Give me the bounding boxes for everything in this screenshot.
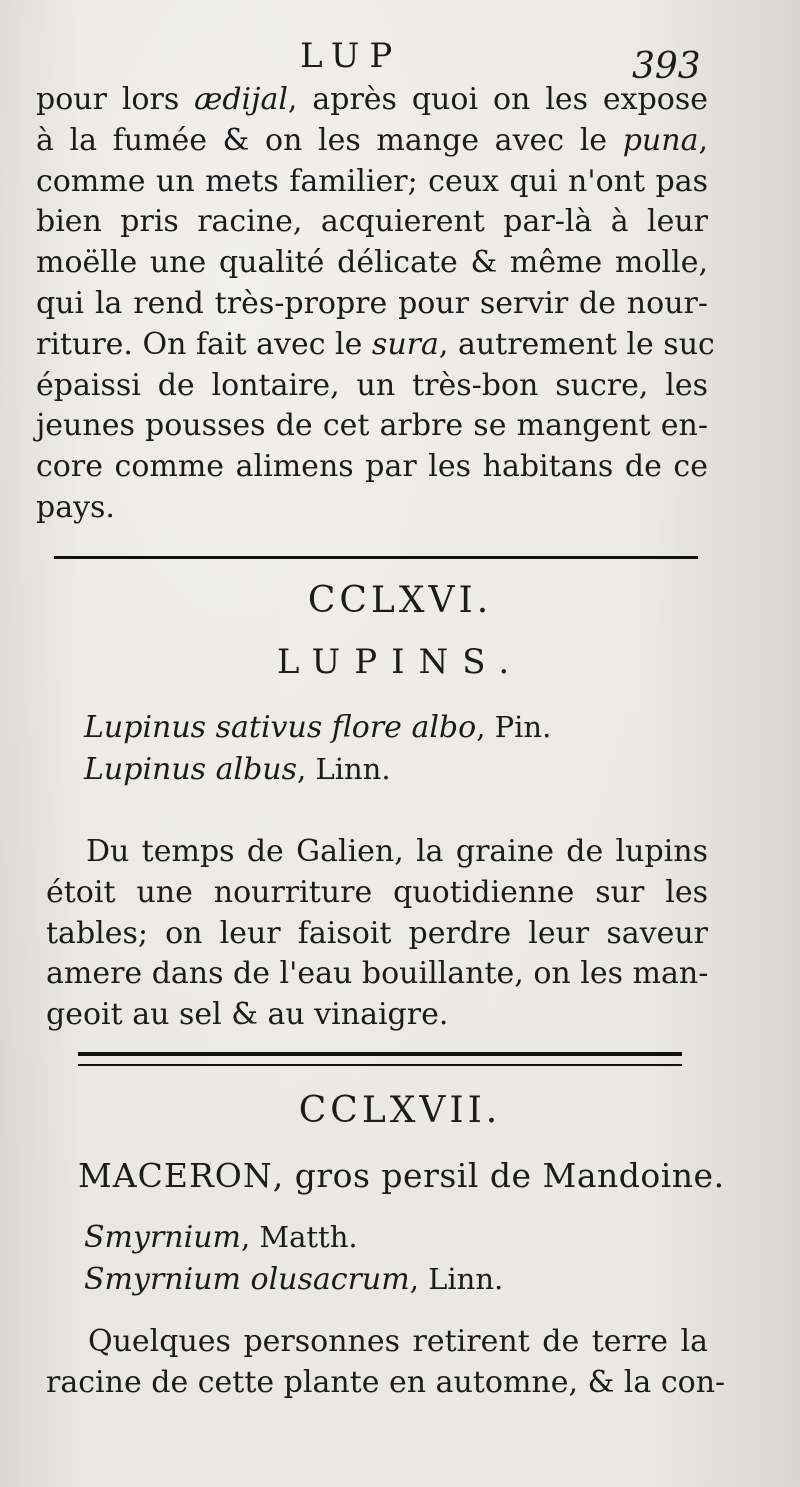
text-line: amere dans de l'eau bouillante, on les man- — [46, 956, 709, 992]
entry-266-number: CCLXVI. — [307, 580, 493, 621]
running-head: LUP — [300, 36, 403, 76]
entry-266-body — [46, 832, 708, 1036]
entry-267-title-rest: , gros persil de Mandoine. — [272, 1156, 725, 1195]
text-line: qui la rend très-propre pour servir de nour- — [36, 285, 708, 321]
latin-name: Smyrnium olusacrum — [84, 1262, 410, 1297]
text-line: étoit une nourriture quotidienne sur les — [46, 874, 708, 910]
text-line: bien pris racine, acquierent par-là à leur — [36, 204, 708, 240]
entry-267-number: CCLXVII. — [298, 1090, 502, 1131]
page-number: 393 — [632, 46, 701, 87]
italic-term: ædijal — [194, 82, 288, 117]
page-header — [0, 36, 800, 87]
entry-266-paragraph — [46, 832, 708, 1036]
section-divider — [54, 556, 698, 559]
text-line: Quelques personnes retirent de terre la — [88, 1324, 708, 1359]
italic-term: sura — [371, 326, 439, 362]
text-line: comme un mets familier; ceux qui n'ont pas — [36, 163, 708, 199]
latin-name: Lupinus sativus flore albo — [84, 710, 477, 745]
text-line: pays. — [36, 489, 115, 525]
text-line: à la fumée & on les mange avec le puna, — [36, 122, 708, 158]
entry-267-title-main: MACERON — [78, 1156, 273, 1195]
text-line: core comme alimens par les habitans de ce — [36, 449, 708, 485]
text-line: racine de cette plante en automne, & la con- — [46, 1364, 726, 1400]
authority: , Pin. — [476, 710, 552, 744]
entry-267-paragraph — [46, 1322, 726, 1404]
italic-term: puna — [622, 122, 699, 158]
authority: , Matth. — [240, 1220, 358, 1254]
text-line: riture. On fait avec le sura, autrement le suc — [36, 326, 715, 362]
text-line: jeunes pousses de cet arbre se mangent en- — [36, 408, 708, 444]
entry-267-synonym-2 — [84, 1260, 503, 1299]
previous-entry-paragraph — [36, 80, 715, 529]
authority: , Linn. — [409, 1262, 504, 1296]
entry-267-body — [46, 1322, 726, 1404]
text-line: pour lors ædijal, après quoi on les expose — [36, 82, 708, 117]
text-line: moëlle une qualité délicate & même molle, — [36, 245, 708, 281]
entry-266-title: LUPINS. — [276, 642, 524, 682]
text-line: geoit au sel & au vinaigre. — [46, 997, 449, 1033]
entry-267-synonym-1 — [84, 1218, 358, 1257]
entry-267-title — [78, 1156, 725, 1195]
entry-266-synonym-2 — [84, 750, 391, 789]
text-line: Du temps de Galien, la graine de lupins — [86, 834, 708, 869]
authority: , Linn. — [297, 752, 391, 786]
text-line: tables; on leur faisoit perdre leur saveur — [46, 915, 708, 951]
double-section-divider — [78, 1052, 682, 1066]
latin-name: Smyrnium — [84, 1220, 241, 1255]
latin-name: Lupinus albus — [84, 752, 298, 787]
text-line: épaissi de lontaire, un très-bon sucre, les — [36, 367, 708, 403]
previous-entry-text — [36, 80, 715, 529]
entry-266-synonym-1 — [84, 708, 551, 747]
